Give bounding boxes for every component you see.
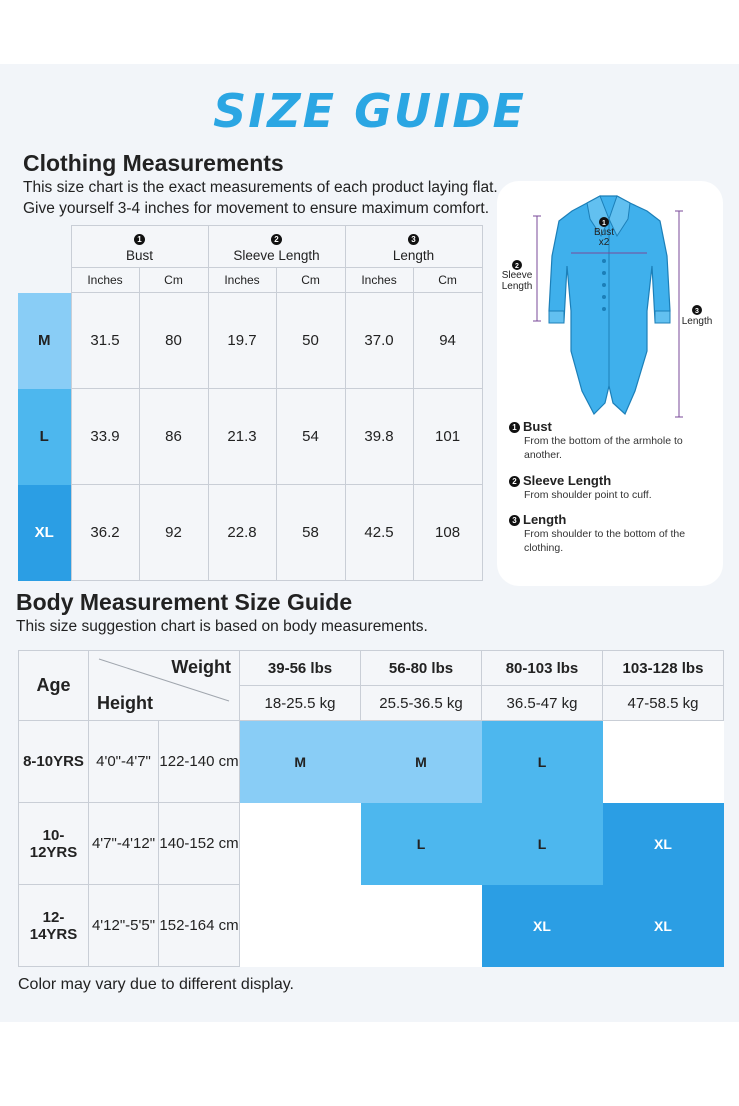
column-header-length: 3 Length <box>345 226 482 268</box>
measurement-diagram-card <box>497 181 723 586</box>
table-cell: 80 <box>139 293 208 389</box>
age-cell: 10-12YRS <box>19 803 89 885</box>
size-cell-empty <box>240 885 361 967</box>
footer-note: Color may vary due to different display. <box>18 976 294 993</box>
unit-inches: Inches <box>71 268 139 293</box>
age-header: Age <box>19 651 89 721</box>
size-label-l: L <box>18 389 71 485</box>
column-header-bust: 1 Bust <box>71 226 208 268</box>
button-icon <box>602 307 606 311</box>
weight-range-lbs: 39-56 lbs <box>240 651 361 686</box>
corner-blank-2 <box>18 268 71 293</box>
sleeve-label-1: Sleeve <box>501 270 533 281</box>
bust-number: 1 <box>602 220 606 227</box>
table-cell: 101 <box>413 389 482 485</box>
table-cell: 39.8 <box>345 389 413 485</box>
table-cell: 50 <box>276 293 345 389</box>
height-cm-cell: 122-140 cm <box>159 721 240 803</box>
legend-bust: 1 Bust From the bottom of the armhole to another. <box>509 419 714 462</box>
weight-height-header <box>89 651 240 721</box>
table-cell: 19.7 <box>208 293 276 389</box>
coat-illustration <box>497 181 723 421</box>
table-cell: 58 <box>276 485 345 581</box>
height-cm-cell: 152-164 cm <box>159 885 240 967</box>
unit-cm: Cm <box>276 268 345 293</box>
button-icon <box>602 271 606 275</box>
weight-range-lbs: 80-103 lbs <box>482 651 603 686</box>
sleeve-label-2: Length <box>501 281 533 292</box>
age-cell: 8-10YRS <box>19 721 89 803</box>
legend-sleeve-length: 2 Sleeve Length From shoulder point to cuff. <box>509 473 714 502</box>
size-cell: L <box>482 721 603 803</box>
page-title: SIZE GUIDE <box>213 84 526 138</box>
size-cell: XL <box>482 885 603 967</box>
unit-inches: Inches <box>208 268 276 293</box>
bust-label: Bust <box>593 227 615 238</box>
age-cell: 12-14YRS <box>19 885 89 967</box>
button-icon <box>602 259 606 263</box>
corner-blank <box>18 226 71 268</box>
table-row <box>18 485 482 581</box>
weight-range-kg: 18-25.5 kg <box>240 686 361 721</box>
clothing-heading: Clothing Measurements <box>23 150 284 176</box>
size-cell: M <box>361 721 482 803</box>
length-label: Length <box>681 316 713 327</box>
table-cell: 33.9 <box>71 389 139 485</box>
size-cell: M <box>240 721 361 803</box>
unit-cm: Cm <box>413 268 482 293</box>
table-cell: 42.5 <box>345 485 413 581</box>
table-cell: 94 <box>413 293 482 389</box>
size-cell-empty <box>240 803 361 885</box>
length-number: 3 <box>695 308 699 315</box>
body-size-table <box>18 650 724 967</box>
table-row <box>19 885 724 967</box>
height-ft-cell: 4'7"-4'12" <box>89 803 159 885</box>
size-cell-empty <box>603 721 724 803</box>
size-label-m: M <box>18 293 71 389</box>
size-label-xl: XL <box>18 485 71 581</box>
cuff-right-icon <box>655 311 670 323</box>
table-cell: 54 <box>276 389 345 485</box>
clothing-table <box>18 225 483 581</box>
legend-length: 3 Length From shoulder to the bottom of the clothing. <box>509 512 714 555</box>
height-ft-cell: 4'12"-5'5" <box>89 885 159 967</box>
weight-range-kg: 47-58.5 kg <box>603 686 724 721</box>
cuff-left-icon <box>549 311 564 323</box>
button-icon <box>602 295 606 299</box>
column-header-sleeve-length: 2 Sleeve Length <box>208 226 345 268</box>
clothing-description-line2: Give yourself 3-4 inches for movement to ensure maximum comfort. <box>23 200 490 217</box>
size-cell: XL <box>603 803 724 885</box>
table-cell: 31.5 <box>71 293 139 389</box>
body-subtitle: This size suggestion chart is based on body measurements. <box>16 618 428 635</box>
weight-range-lbs: 56-80 lbs <box>361 651 482 686</box>
bust-x2-label: x2 <box>598 237 610 248</box>
body-heading: Body Measurement Size Guide <box>16 589 353 615</box>
sleeve-number: 2 <box>515 263 519 270</box>
table-cell: 92 <box>139 485 208 581</box>
table-cell: 21.3 <box>208 389 276 485</box>
table-cell: 22.8 <box>208 485 276 581</box>
weight-label: Weight <box>171 657 231 677</box>
size-cell: L <box>482 803 603 885</box>
height-label: Height <box>97 693 153 713</box>
unit-inches: Inches <box>345 268 413 293</box>
size-cell: L <box>361 803 482 885</box>
weight-range-kg: 36.5-47 kg <box>482 686 603 721</box>
table-cell: 86 <box>139 389 208 485</box>
weight-range-kg: 25.5-36.5 kg <box>361 686 482 721</box>
table-row <box>18 389 482 485</box>
unit-cm: Cm <box>139 268 208 293</box>
height-ft-cell: 4'0"-4'7" <box>89 721 159 803</box>
weight-range-lbs: 103-128 lbs <box>603 651 724 686</box>
table-row <box>19 803 724 885</box>
size-cell: XL <box>603 885 724 967</box>
height-cm-cell: 140-152 cm <box>159 803 240 885</box>
table-cell: 108 <box>413 485 482 581</box>
table-cell: 36.2 <box>71 485 139 581</box>
table-row <box>19 721 724 803</box>
clothing-description-line1: This size chart is the exact measurements of each product laying flat. <box>23 179 498 196</box>
table-cell: 37.0 <box>345 293 413 389</box>
table-row <box>18 293 482 389</box>
button-icon <box>602 283 606 287</box>
size-cell-empty <box>361 885 482 967</box>
